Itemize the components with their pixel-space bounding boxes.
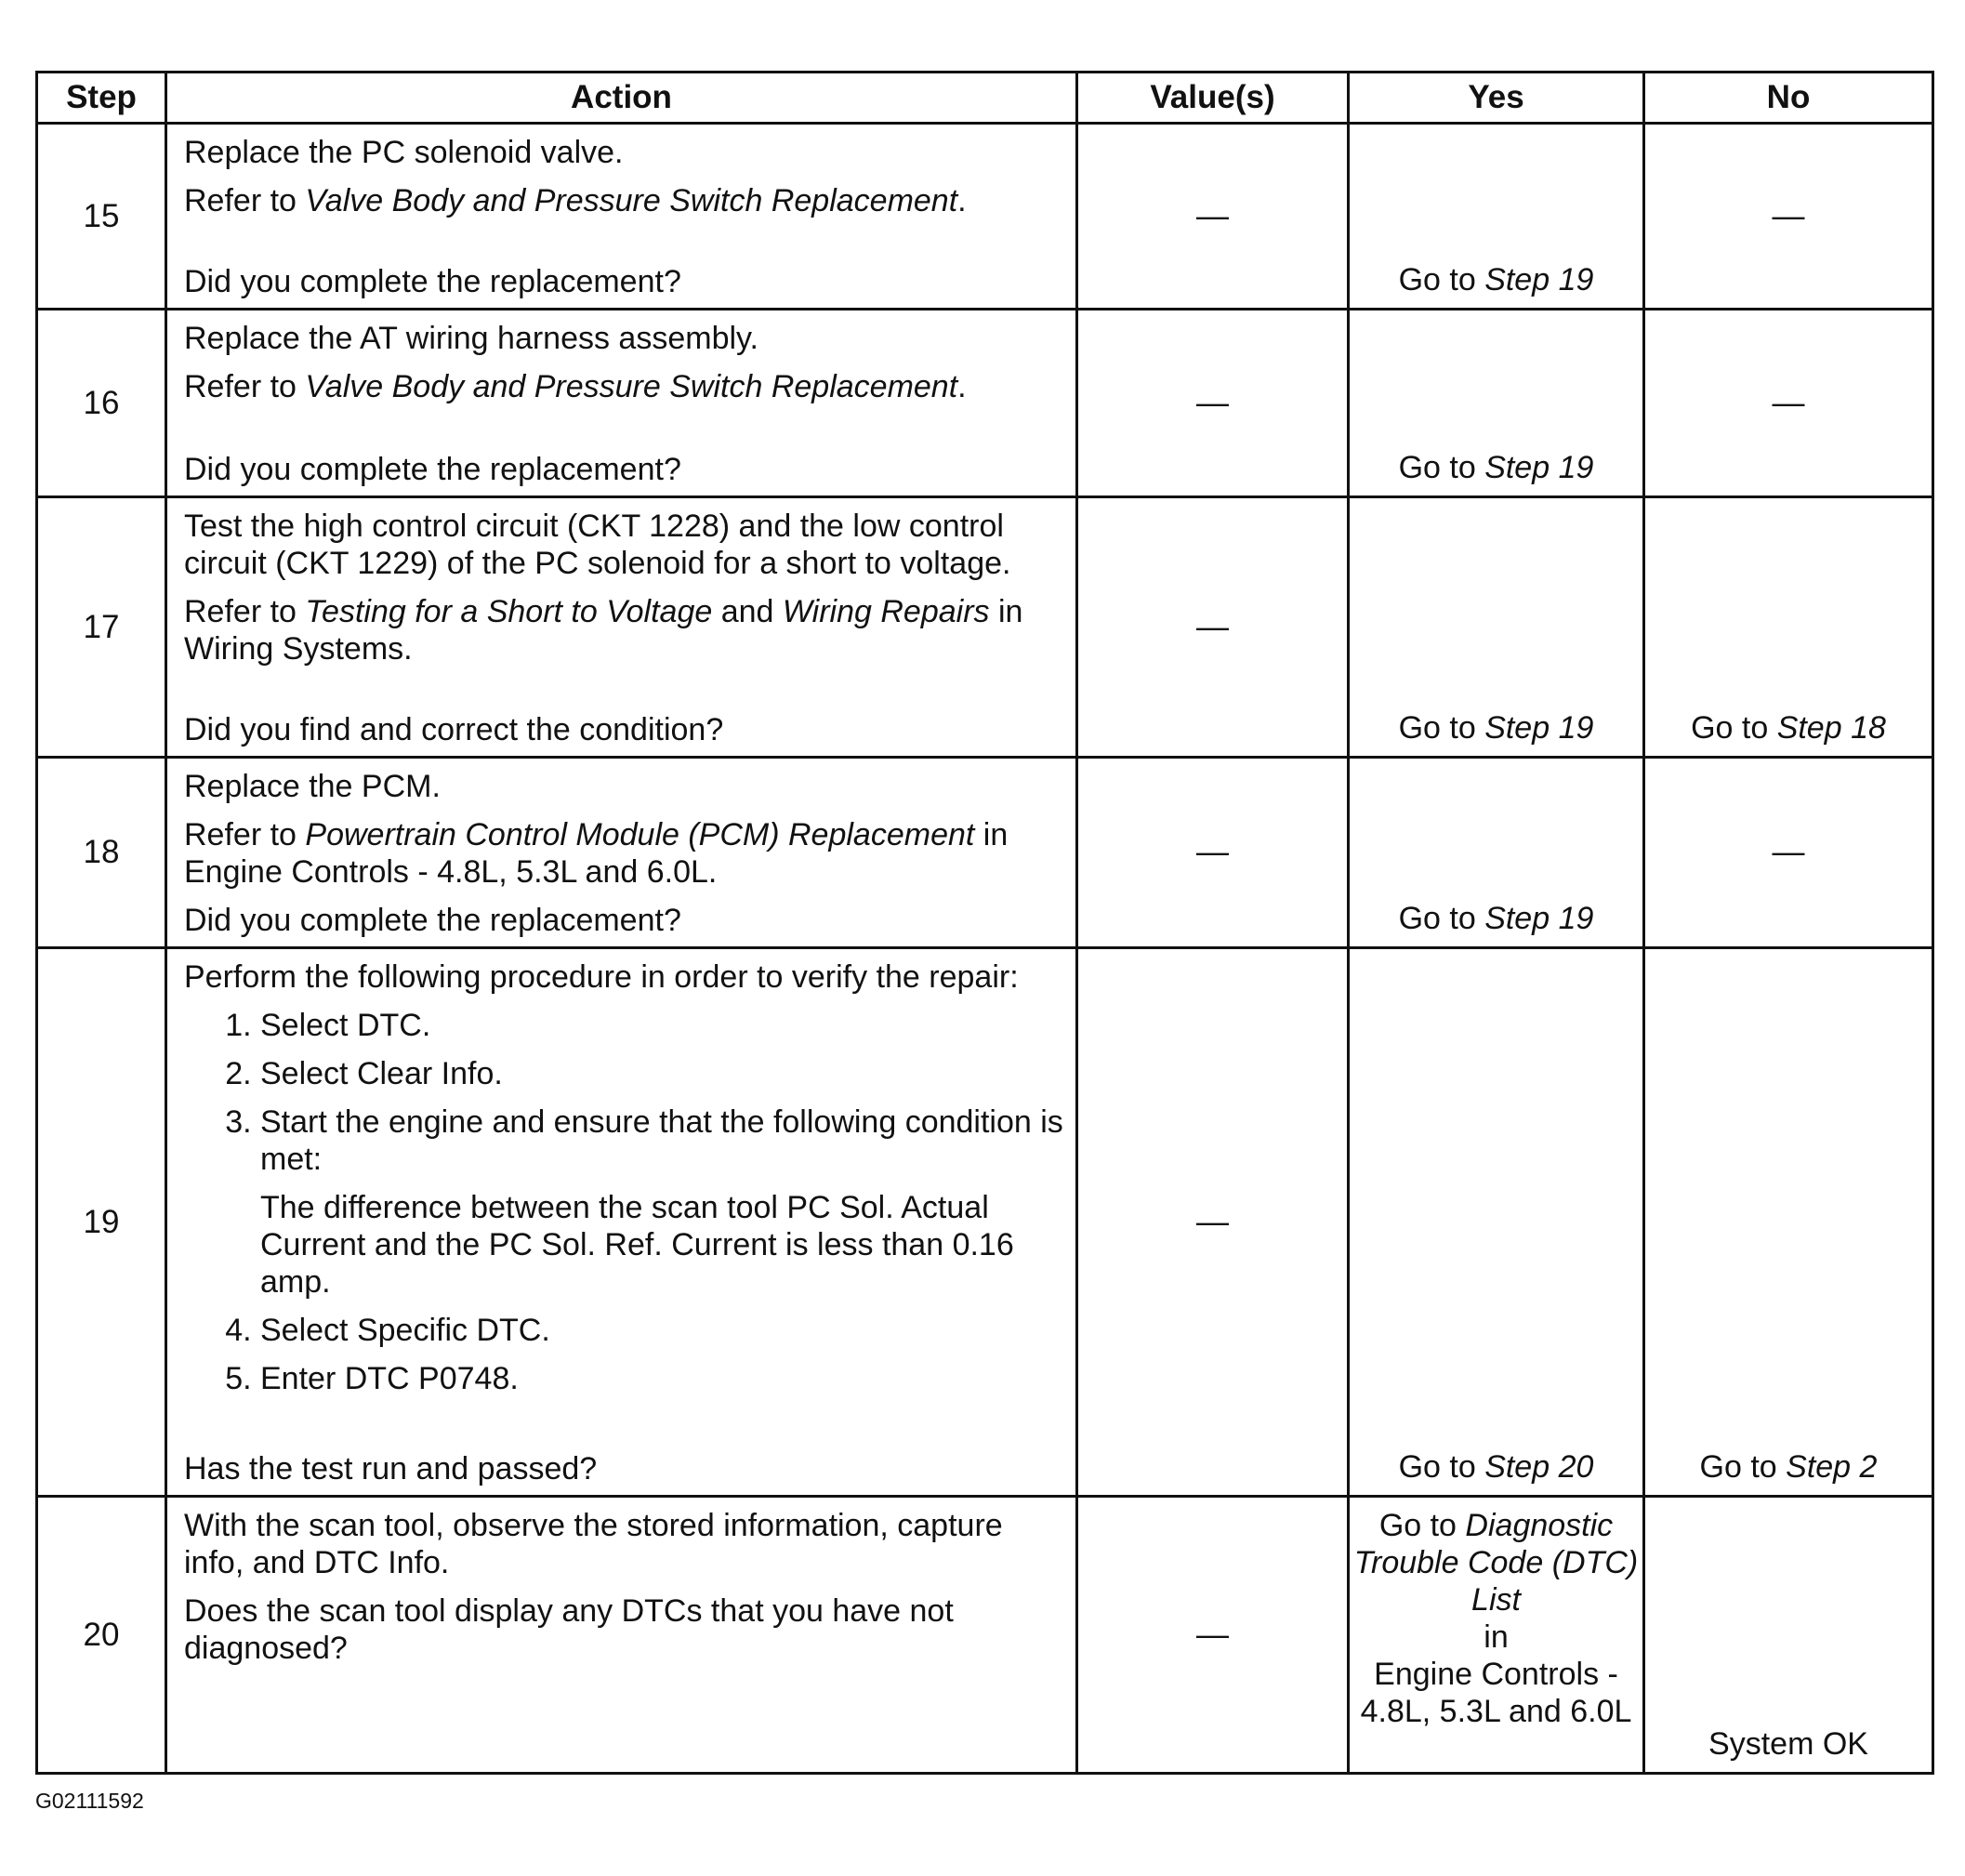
action-cell xyxy=(166,124,1077,310)
no-cell: Go to Step 2 xyxy=(1644,948,1933,1497)
yes-cell: Go to Step 19 xyxy=(1349,124,1644,310)
action-cell xyxy=(166,1497,1077,1774)
no-cell: — xyxy=(1644,758,1933,948)
step-number: 18 xyxy=(37,758,166,948)
question-text: Did you find and correct the condition? xyxy=(184,712,724,747)
action-text: Perform the following procedure in order to verify the repair: xyxy=(184,959,1019,995)
table-row xyxy=(37,124,1933,310)
no-cell: — xyxy=(1644,124,1933,310)
list-item: 3. Start the engine and ensure that the following condition is met: The difference between the scan tool PC Sol. Actual Current and the PC Sol. Ref. Current is less than 0.16 amp. xyxy=(260,1103,1064,1301)
table-row xyxy=(37,310,1933,497)
value-cell: — xyxy=(1077,124,1349,310)
step-number: 17 xyxy=(37,497,166,758)
list-item: 2. Select Clear Info. xyxy=(260,1055,1064,1092)
refer-text: Refer to Valve Body and Pressure Switch Replacement. xyxy=(184,183,967,218)
diagnostic-table xyxy=(35,71,1934,1775)
yes-cell: Go to Step 19 xyxy=(1349,310,1644,497)
table-row xyxy=(37,497,1933,758)
action-text: Replace the AT wiring harness assembly. xyxy=(184,321,758,356)
reference-link[interactable]: Testing for a Short to Voltage xyxy=(305,594,713,629)
refer-text: Refer to Powertrain Control Module (PCM) Replacement in Engine Controls - 4.8L, 5.3L and 6.0L. xyxy=(184,817,1009,890)
yes-step-link[interactable]: Step 19 xyxy=(1484,262,1594,297)
procedure-list xyxy=(184,1007,1064,1408)
list-item: 5. Enter DTC P0748. xyxy=(260,1360,1064,1397)
question-text: Does the scan tool display any DTCs that you have not diagnosed? xyxy=(184,1593,954,1666)
action-text: Replace the PCM. xyxy=(184,769,441,804)
value-cell: — xyxy=(1077,1497,1349,1774)
no-step-link[interactable]: Step 2 xyxy=(1786,1449,1878,1485)
table-row xyxy=(37,948,1933,1497)
yes-step-link[interactable]: Step 19 xyxy=(1484,901,1594,936)
reference-link[interactable]: Valve Body and Pressure Switch Replacement xyxy=(305,183,958,218)
reference-link[interactable]: Valve Body and Pressure Switch Replacement xyxy=(305,369,958,404)
step-number: 16 xyxy=(37,310,166,497)
action-cell xyxy=(166,948,1077,1497)
header-action: Action xyxy=(166,73,1077,124)
question-text: Did you complete the replacement? xyxy=(184,903,681,938)
reference-link[interactable]: Powertrain Control Module (PCM) Replacement xyxy=(305,817,975,852)
question-text: Did you complete the replacement? xyxy=(184,264,681,299)
table-row xyxy=(37,1497,1933,1774)
action-text: With the scan tool, observe the stored information, capture info, and DTC Info. xyxy=(184,1508,1003,1580)
header-yes: Yes xyxy=(1349,73,1644,124)
yes-cell: Go to Step 19 xyxy=(1349,497,1644,758)
header-step: Step xyxy=(37,73,166,124)
yes-cell: Go to Diagnostic Trouble Code (DTC) List in Engine Controls - 4.8L, 5.3L and 6.0L xyxy=(1349,1497,1644,1774)
yes-step-link[interactable]: Step 20 xyxy=(1484,1449,1594,1485)
value-cell: — xyxy=(1077,497,1349,758)
reference-link-2[interactable]: Wiring Repairs xyxy=(782,594,990,629)
step-number: 20 xyxy=(37,1497,166,1774)
refer-text: Refer to Testing for a Short to Voltage and Wiring Repairs in Wiring Systems. xyxy=(184,594,1023,667)
no-cell: — xyxy=(1644,310,1933,497)
no-cell: System OK xyxy=(1644,1497,1933,1774)
header-values: Value(s) xyxy=(1077,73,1349,124)
action-cell xyxy=(166,497,1077,758)
yes-step-link[interactable]: Step 19 xyxy=(1484,710,1594,746)
action-text: Test the high control circuit (CKT 1228) and the low control circuit (CKT 1229) of the PC solenoid for a short to voltage. xyxy=(184,509,1011,581)
action-cell xyxy=(166,758,1077,948)
action-cell xyxy=(166,310,1077,497)
dtc-list-link[interactable]: Diagnostic Trouble Code (DTC) List xyxy=(1353,1508,1639,1618)
refer-text: Refer to Valve Body and Pressure Switch Replacement. xyxy=(184,369,967,404)
condition-text: The difference between the scan tool PC Sol. Actual Current and the PC Sol. Ref. Current is less than 0.16 amp. xyxy=(260,1190,1014,1300)
figure-id: G02111592 xyxy=(35,1789,144,1813)
list-item: 4. Select Specific DTC. xyxy=(260,1312,1064,1349)
no-cell: Go to Step 18 xyxy=(1644,497,1933,758)
header-no: No xyxy=(1644,73,1933,124)
step-number: 19 xyxy=(37,948,166,1497)
yes-cell: Go to Step 20 xyxy=(1349,948,1644,1497)
value-cell: — xyxy=(1077,310,1349,497)
value-cell: — xyxy=(1077,758,1349,948)
header-row xyxy=(37,73,1933,124)
question-text: Has the test run and passed? xyxy=(184,1451,598,1486)
table-row xyxy=(37,758,1933,948)
list-item: 1. Select DTC. xyxy=(260,1007,1064,1044)
question-text: Did you complete the replacement? xyxy=(184,452,681,487)
value-cell: — xyxy=(1077,948,1349,1497)
step-number: 15 xyxy=(37,124,166,310)
yes-cell: Go to Step 19 xyxy=(1349,758,1644,948)
action-text: Replace the PC solenoid valve. xyxy=(184,135,624,170)
no-step-link[interactable]: Step 18 xyxy=(1776,710,1886,746)
yes-step-link[interactable]: Step 19 xyxy=(1484,450,1594,485)
